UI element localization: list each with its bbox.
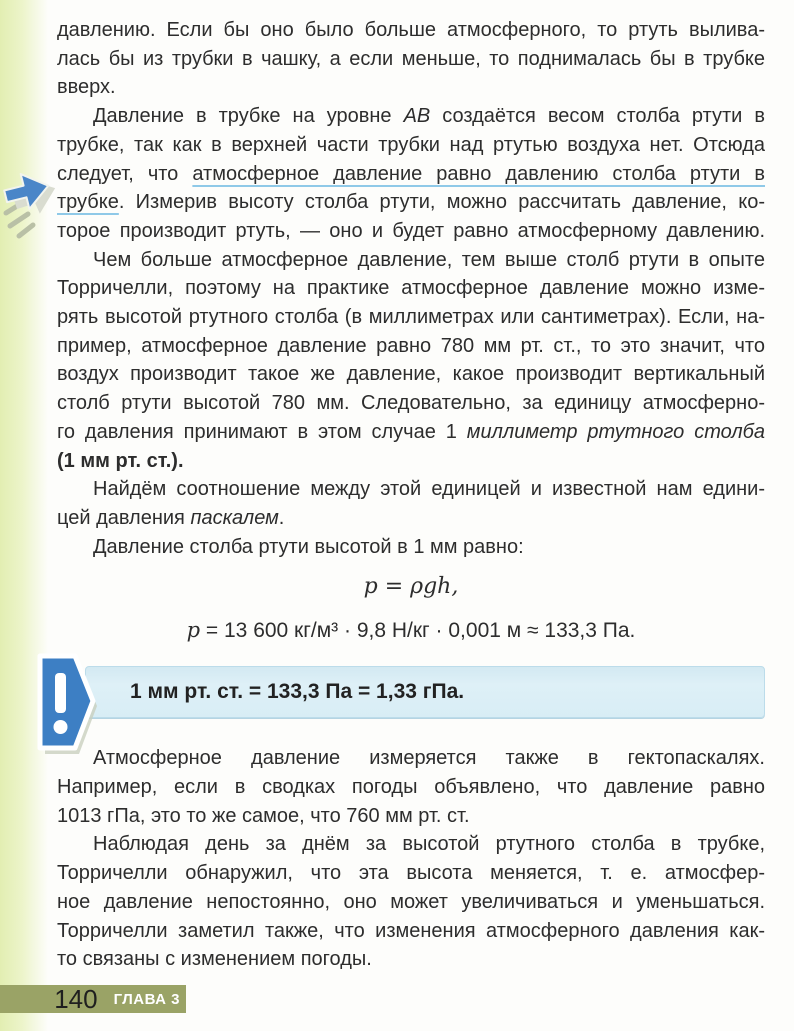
paragraph [57, 830, 765, 974]
text-segment: Найдём соотношение между этой единицей и известной нам едини- [93, 478, 765, 501]
text-line [57, 360, 765, 389]
text-segment: 1013 гПа, это то же самое, что 760 мм рт. ст. [57, 804, 470, 827]
body-text-top [57, 16, 765, 561]
formula-calculation [57, 615, 765, 646]
text-segment: Торричелли обнаружил, что эта высота меняется, т. е. атмосфер- [57, 862, 765, 885]
text-line [57, 45, 765, 74]
page-number: 140 [54, 984, 98, 1014]
text-segment: цей давления [57, 506, 191, 529]
text-line [57, 888, 765, 917]
text-segment: столб ртути высотой 780 мм. Следовательно, за единицу атмосферно- [57, 392, 765, 415]
text-line [57, 418, 765, 447]
text-line [57, 773, 765, 802]
text-segment: давлению. Если бы оно было больше атмосферного, то ртуть вылива- [57, 19, 765, 41]
underlined-text: трубке [57, 191, 119, 214]
text-segment: (1 мм рт. ст.). [57, 449, 184, 472]
text-line [57, 303, 765, 332]
text-segment: рять высотой ртутного столба (в миллиметрах или сантиметрах). Если, на- [57, 306, 765, 329]
text-segment: АВ [403, 105, 431, 128]
text-segment: паскалем [190, 506, 279, 529]
body-text-bottom [57, 744, 765, 974]
text-segment: . Измерив высоту столба ртути, можно рассчитать давление, ко- [118, 191, 765, 214]
important-note-box [85, 666, 765, 718]
text-segment: торое производит ртуть, — оно и будет равно атмосферному давлению. [57, 219, 765, 242]
paragraph [57, 102, 765, 246]
text-line [57, 73, 765, 102]
text-segment: Торричелли заметил также, что изменения атмосферного давления как- [57, 919, 765, 942]
text-segment: Давление столба ртути высотой в 1 мм равно: [93, 535, 524, 558]
paragraph [57, 475, 765, 532]
text-segment: вверх. [57, 76, 116, 99]
text-line [57, 802, 765, 831]
text-line [57, 830, 765, 859]
text-segment: воздух производит такое же давление, какое производит вертикальный [57, 363, 765, 386]
text-segment: Атмосферное давление измеряется также в гектопаскалях. [93, 747, 765, 770]
text-line [57, 274, 765, 303]
text-line [57, 332, 765, 361]
text-line [57, 188, 765, 217]
text-segment: следует, что [57, 162, 193, 185]
text-line [57, 475, 765, 504]
text-line [57, 945, 765, 974]
text-segment: го давления принимают в этом случае 1 [57, 420, 467, 443]
paragraph [57, 744, 765, 830]
formula-segment: p [186, 618, 201, 643]
text-segment: трубке, так как в верхней части трубки над ртутью воздуха нет. Отсюда [57, 133, 765, 156]
text-line [57, 389, 765, 418]
text-line [57, 131, 765, 160]
text-segment: Торричелли, поэтому на практике атмосферное давление можно изме- [57, 277, 765, 300]
text-line [57, 16, 765, 45]
formula-segment: = 13 600 кг/м³ · 9,8 Н/кг · 0,001 м ≈ 133,3 Па. [200, 619, 636, 643]
text-line [57, 744, 765, 773]
text-line [57, 217, 765, 246]
text-line [57, 533, 765, 562]
note-text: 1 мм рт. ст. = 133,3 Па = 1,33 гПа. [130, 680, 465, 704]
paragraph [57, 533, 765, 562]
paragraph [57, 246, 765, 476]
text-line [57, 859, 765, 888]
important-note [57, 666, 765, 718]
text-segment: Чем больше атмосферное давление, тем выше столб ртути в опыте [93, 248, 765, 271]
text-segment: Например, если в сводках погоды объявлено, что давление равно [57, 776, 765, 799]
text-segment: пример, атмосферное давление равно 780 мм рт. ст., то это значит, что [57, 334, 765, 357]
text-segment: Наблюдая день за днём за высотой ртутного столба в трубке, [93, 833, 765, 856]
text-segment: . [278, 506, 285, 529]
formula-pgh [57, 571, 765, 602]
arrow-right-icon [0, 153, 56, 245]
text-segment: то связаны с изменением погоды. [57, 948, 372, 971]
page-footer [0, 985, 186, 1013]
paragraph [57, 16, 765, 102]
text-segment: миллиметр ртутного столба [466, 420, 765, 443]
text-line [57, 504, 765, 533]
underlined-text: атмосферное давление равно давлению столба ртути в [192, 162, 765, 185]
page-content [57, 16, 765, 974]
text-segment: ное давление непостоянно, оно может увеличиваться и уменьшаться. [57, 890, 765, 913]
chapter-label: ГЛАВА 3 [113, 990, 180, 1008]
text-line [57, 160, 765, 189]
text-segment: Давление в трубке на уровне [93, 105, 404, 128]
text-line [57, 447, 765, 476]
text-line [57, 917, 765, 946]
text-line [57, 102, 765, 131]
text-line [57, 246, 765, 275]
text-segment: лась бы из трубки в чашку, а если меньше, то поднималась бы в трубке [57, 47, 765, 70]
formula-segment: p = ρgh, [363, 574, 459, 600]
text-segment: создаётся весом столба ртути в [430, 105, 765, 128]
exclamation-icon [33, 651, 99, 755]
